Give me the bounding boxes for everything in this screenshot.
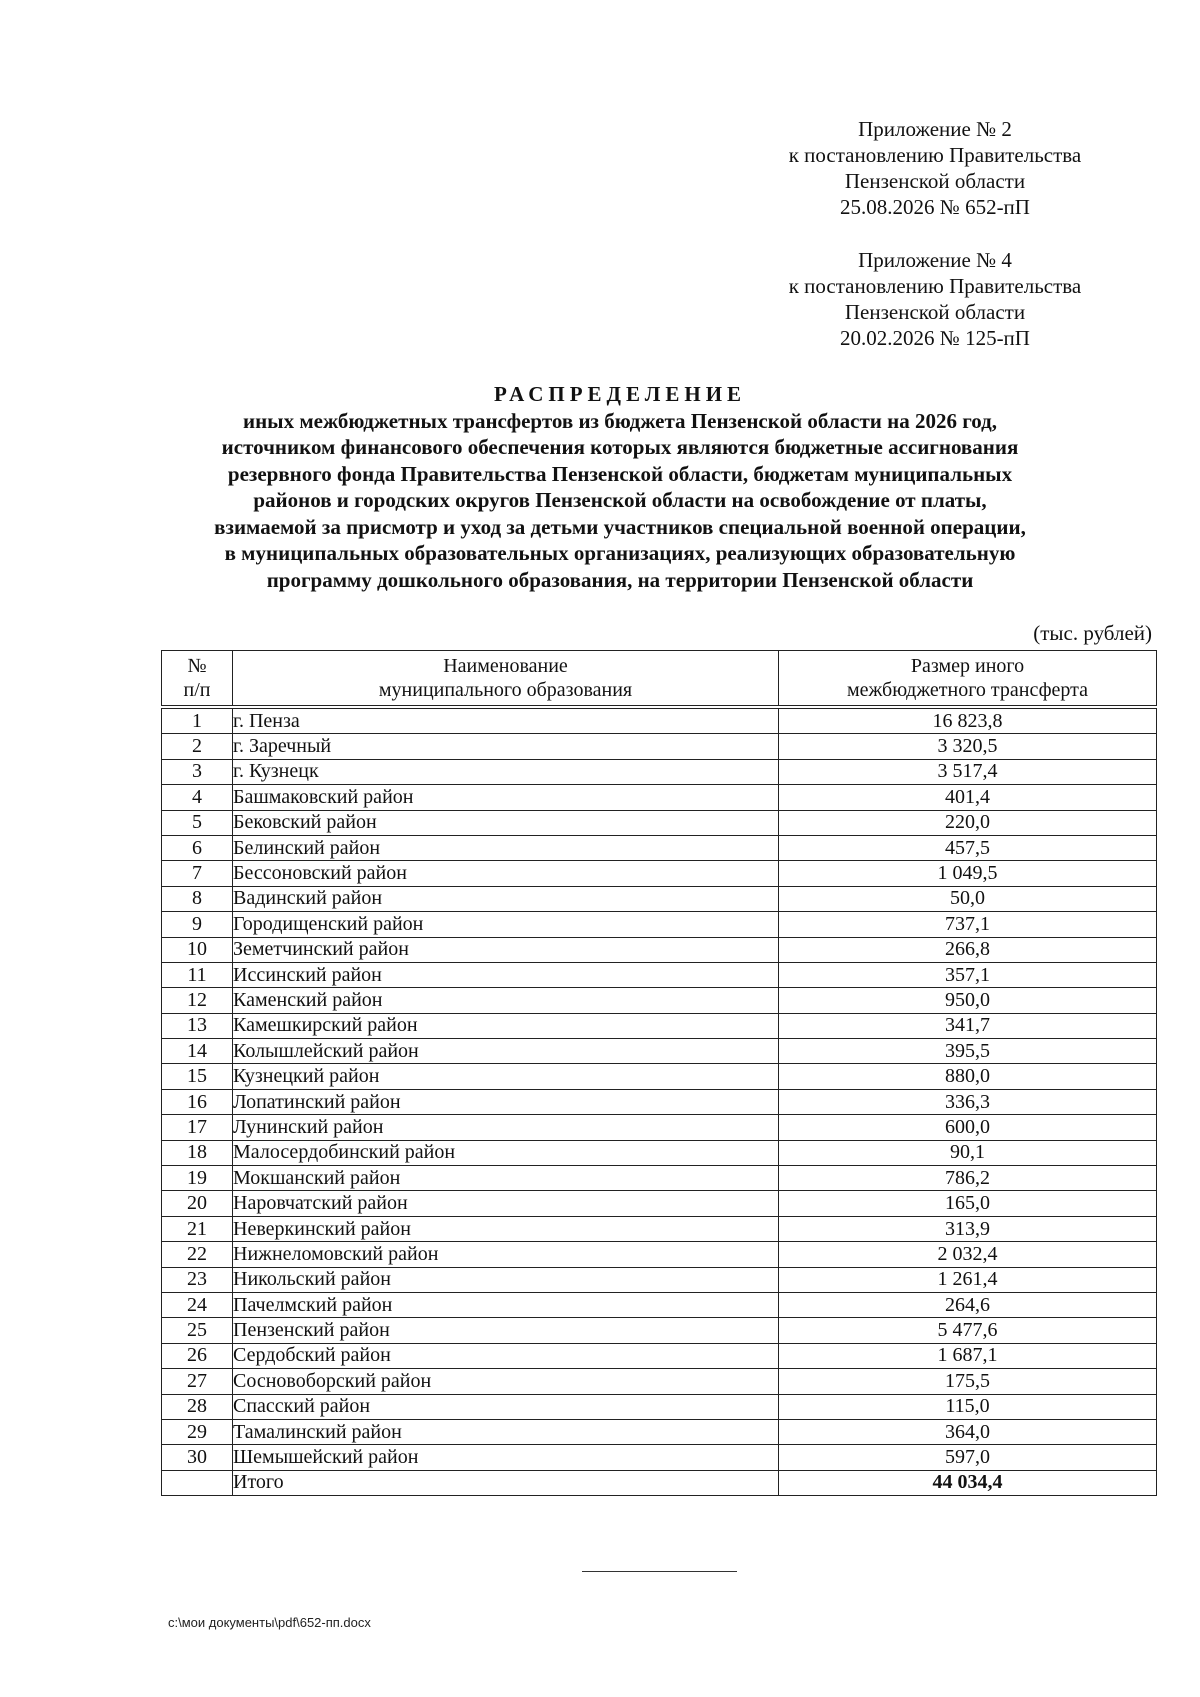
table-row	[162, 1064, 1157, 1089]
appendix-block-previous	[770, 247, 1100, 351]
header-name	[233, 651, 779, 708]
header-name-line1: Наименование	[443, 655, 568, 677]
row-number: 7	[162, 861, 233, 886]
row-number: 9	[162, 912, 233, 937]
row-number	[162, 1470, 233, 1495]
header-number-line1: №	[187, 655, 207, 677]
table-row	[162, 1369, 1157, 1394]
row-name: г. Кузнецк	[233, 759, 779, 784]
table-row	[162, 1039, 1157, 1064]
table-row	[162, 1140, 1157, 1165]
row-value: 175,5	[779, 1369, 1157, 1394]
row-number: 3	[162, 759, 233, 784]
row-name: Шемышейский район	[233, 1445, 779, 1470]
appendix-date-number: 20.02.2026 № 125-пП	[840, 326, 1030, 350]
row-name: Никольский район	[233, 1267, 779, 1292]
row-name: Кузнецкий район	[233, 1064, 779, 1089]
table-row	[162, 1292, 1157, 1317]
row-value: 313,9	[779, 1216, 1157, 1241]
table-row	[162, 1242, 1157, 1267]
heading-line: резервного фонда Правительства Пензенской области, бюджетам муниципальных	[227, 461, 1013, 486]
table-row	[162, 1343, 1157, 1368]
row-number: 14	[162, 1039, 233, 1064]
table-row	[162, 1419, 1157, 1444]
row-name: Неверкинский район	[233, 1216, 779, 1241]
row-value: 600,0	[779, 1115, 1157, 1140]
header-value-line1: Размер иного	[910, 655, 1025, 677]
row-number: 2	[162, 734, 233, 759]
table-row	[162, 785, 1157, 810]
table-row	[162, 1267, 1157, 1292]
appendix-number: Приложение № 4	[858, 248, 1012, 272]
row-value: 737,1	[779, 912, 1157, 937]
row-number: 18	[162, 1140, 233, 1165]
row-name: Тамалинский район	[233, 1419, 779, 1444]
row-name: Лунинский район	[233, 1115, 779, 1140]
row-value: 3 517,4	[779, 759, 1157, 784]
file-path-footer: c:\мои документы\pdf\652-пп.docx	[168, 1615, 371, 1630]
row-number: 16	[162, 1089, 233, 1114]
row-name: Городищенский район	[233, 912, 779, 937]
row-name: Нижнеломовский район	[233, 1242, 779, 1267]
row-number: 24	[162, 1292, 233, 1317]
row-number: 30	[162, 1445, 233, 1470]
heading-line: в муниципальных образовательных организациях, реализующих образовательную	[224, 541, 1016, 565]
row-value: 357,1	[779, 962, 1157, 987]
table-row	[162, 1445, 1157, 1470]
row-name: Башмаковский район	[233, 785, 779, 810]
row-value: 50,0	[779, 886, 1157, 911]
table-row	[162, 810, 1157, 835]
table-row	[162, 1013, 1157, 1038]
row-value: 5 477,6	[779, 1318, 1157, 1343]
row-value: 2 032,4	[779, 1242, 1157, 1267]
row-value: 16 823,8	[779, 707, 1157, 734]
row-value: 1 049,5	[779, 861, 1157, 886]
table-row	[162, 962, 1157, 987]
heading-line: программу дошкольного образования, на территории Пензенской области	[266, 567, 974, 592]
table-row	[162, 1318, 1157, 1343]
row-name: Земетчинский район	[233, 937, 779, 962]
row-number: 12	[162, 988, 233, 1013]
row-number: 19	[162, 1166, 233, 1191]
row-number: 25	[162, 1318, 233, 1343]
row-number: 10	[162, 937, 233, 962]
row-number: 22	[162, 1242, 233, 1267]
row-value: 1 261,4	[779, 1267, 1157, 1292]
row-name: Пензенский район	[233, 1318, 779, 1343]
heading-line: иных межбюджетных трансфертов из бюджета Пензенской области на 2026 год,	[242, 408, 998, 433]
table-row	[162, 1191, 1157, 1216]
row-name: г. Пенза	[233, 707, 779, 734]
appendix-date-number: 25.08.2026 № 652-пП	[840, 195, 1030, 219]
row-value: 220,0	[779, 810, 1157, 835]
row-name: Вадинский район	[233, 886, 779, 911]
end-divider	[582, 1571, 737, 1572]
row-number: 21	[162, 1216, 233, 1241]
row-name: Белинский район	[233, 835, 779, 860]
table-row	[162, 988, 1157, 1013]
distribution-table	[161, 650, 1157, 1496]
row-number: 13	[162, 1013, 233, 1038]
row-name: Лопатинский район	[233, 1089, 779, 1114]
row-number: 5	[162, 810, 233, 835]
table-row	[162, 1115, 1157, 1140]
table-row	[162, 759, 1157, 784]
heading-line: взимаемой за присмотр и уход за детьми участников специальной военной операции,	[214, 514, 1026, 539]
row-number: 4	[162, 785, 233, 810]
row-name: Колышлейский район	[233, 1039, 779, 1064]
row-name: Наровчатский район	[233, 1191, 779, 1216]
row-value: 950,0	[779, 988, 1157, 1013]
row-number: 23	[162, 1267, 233, 1292]
row-name: Иссинский район	[233, 962, 779, 987]
header-number	[162, 651, 233, 708]
row-number: 26	[162, 1343, 233, 1368]
row-value: 364,0	[779, 1419, 1157, 1444]
row-value: 165,0	[779, 1191, 1157, 1216]
row-value: 90,1	[779, 1140, 1157, 1165]
appendix-block-current	[770, 116, 1100, 220]
row-name: Бековский район	[233, 810, 779, 835]
appendix-region: Пензенской области	[844, 169, 1026, 193]
heading-line: районов и городских округов Пензенской области на освобождение от платы,	[253, 488, 987, 512]
table-row	[162, 886, 1157, 911]
row-name: Сосновоборский район	[233, 1369, 779, 1394]
row-number: 27	[162, 1369, 233, 1394]
table-row	[162, 1394, 1157, 1419]
table-row	[162, 1089, 1157, 1114]
table-row	[162, 835, 1157, 860]
appendix-number: Приложение № 2	[858, 117, 1012, 141]
row-number: 6	[162, 835, 233, 860]
row-value: 3 320,5	[779, 734, 1157, 759]
row-name: г. Заречный	[233, 734, 779, 759]
row-value: 395,5	[779, 1039, 1157, 1064]
table-row	[162, 861, 1157, 886]
header-name-line2: муниципального образования	[378, 679, 633, 701]
row-name: Мокшанский район	[233, 1166, 779, 1191]
row-value: 266,8	[779, 937, 1157, 962]
row-name: Итого	[233, 1470, 779, 1495]
table-row	[162, 707, 1157, 734]
row-number: 1	[162, 707, 233, 734]
row-number: 20	[162, 1191, 233, 1216]
row-name: Бессоновский район	[233, 861, 779, 886]
row-name: Каменский район	[233, 988, 779, 1013]
row-value: 341,7	[779, 1013, 1157, 1038]
document-heading	[120, 381, 1120, 593]
row-number: 29	[162, 1419, 233, 1444]
heading-line: источником финансового обеспечения которых являются бюджетные ассигнования	[221, 435, 1019, 459]
row-number: 15	[162, 1064, 233, 1089]
row-name: Пачелмский район	[233, 1292, 779, 1317]
units-label: (тыс. рублей)	[1033, 621, 1152, 645]
appendix-region: Пензенской области	[844, 300, 1026, 324]
row-name: Сердобский район	[233, 1343, 779, 1368]
table-row	[162, 1166, 1157, 1191]
appendix-reference: к постановлению Правительства	[788, 274, 1082, 298]
table-header-row	[162, 651, 1157, 708]
table-row	[162, 912, 1157, 937]
row-name: Камешкирский район	[233, 1013, 779, 1038]
row-name: Спасский район	[233, 1394, 779, 1419]
row-value: 597,0	[779, 1445, 1157, 1470]
row-number: 11	[162, 962, 233, 987]
document-title: РАСПРЕДЕЛЕНИЕ	[493, 382, 747, 406]
table-row	[162, 1216, 1157, 1241]
table-body	[162, 707, 1157, 1496]
row-number: 8	[162, 886, 233, 911]
row-value: 115,0	[779, 1394, 1157, 1419]
row-name: Малосердобинский район	[233, 1140, 779, 1165]
row-value: 336,3	[779, 1089, 1157, 1114]
table-row	[162, 937, 1157, 962]
row-value: 880,0	[779, 1064, 1157, 1089]
row-number: 28	[162, 1394, 233, 1419]
row-value: 457,5	[779, 835, 1157, 860]
row-value: 786,2	[779, 1166, 1157, 1191]
row-value: 1 687,1	[779, 1343, 1157, 1368]
header-number-line2: п/п	[183, 679, 211, 701]
row-value: 401,4	[779, 785, 1157, 810]
row-value: 264,6	[779, 1292, 1157, 1317]
total-row	[162, 1470, 1157, 1495]
appendix-reference: к постановлению Правительства	[788, 143, 1082, 167]
row-number: 17	[162, 1115, 233, 1140]
row-value: 44 034,4	[779, 1470, 1157, 1495]
table-row	[162, 734, 1157, 759]
header-value-line2: межбюджетного трансферта	[846, 679, 1089, 701]
header-value	[779, 651, 1157, 708]
